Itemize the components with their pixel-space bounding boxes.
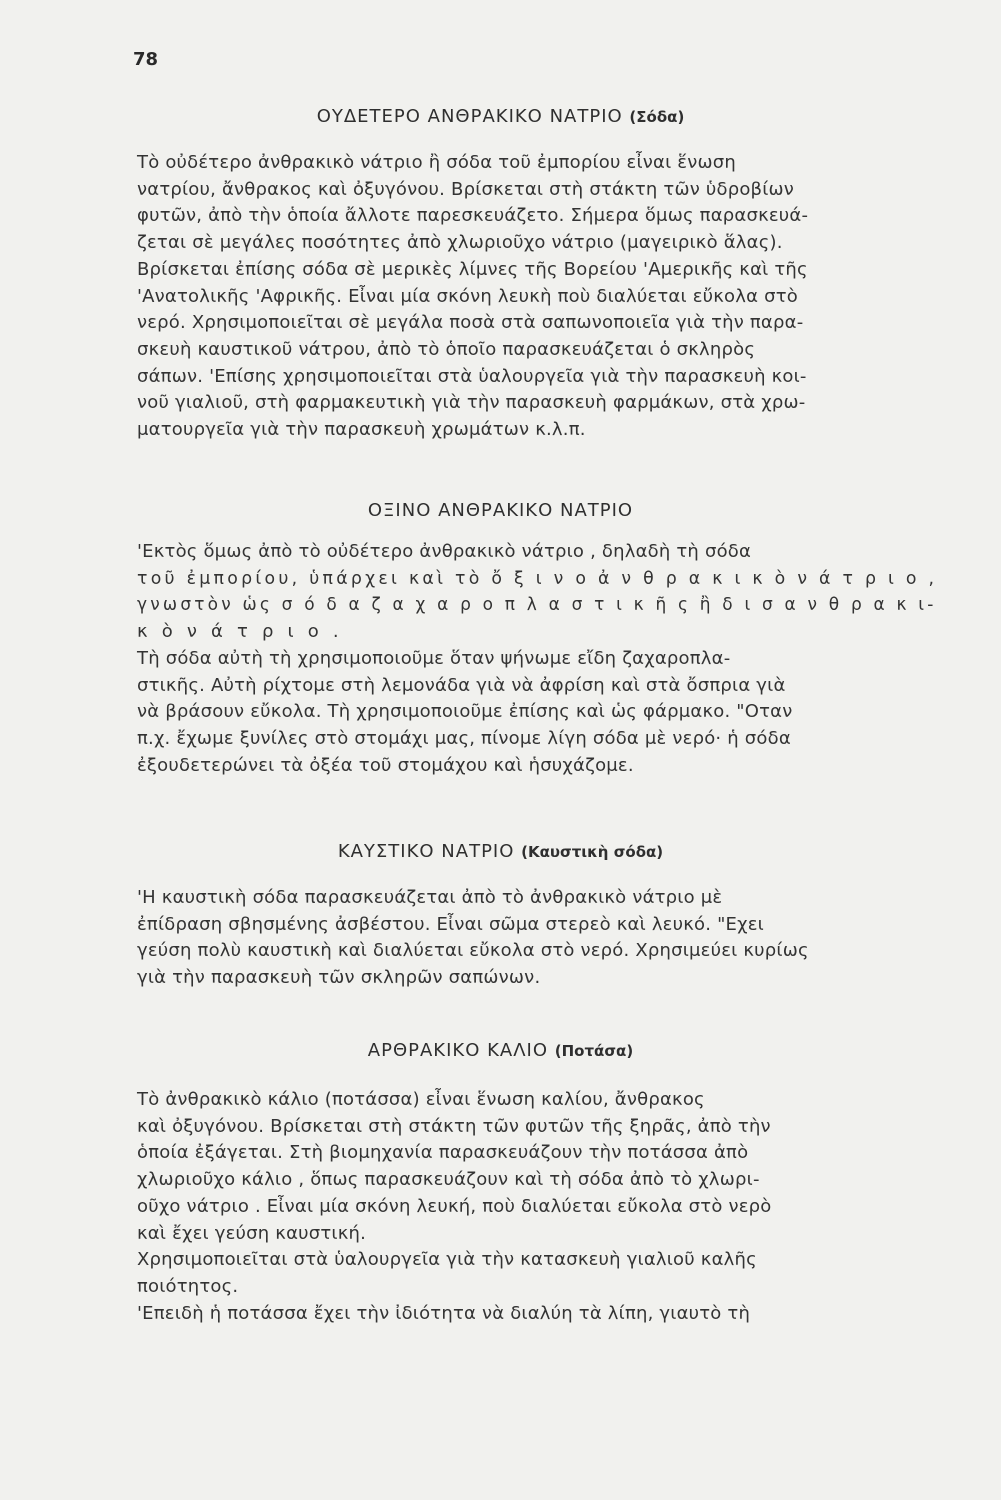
text-line: οῦχο νάτριο . Εἶναι μία σκόνη λευκή, ποὺ διαλύεται εὔκολα στὸ νερὸ <box>137 1195 772 1217</box>
text-line: ὁποία ἐξάγεται. Στὴ βιομηχανία παρασκευάζουν τὴν ποτάσσα ἀπὸ <box>137 1142 749 1164</box>
text-line: Τὸ ἀνθρακικὸ κάλιο (ποτάσσα) εἶναι ἕνωση καλίου, ἄνθρακος <box>137 1089 705 1110</box>
section-heading: ΟΞΙΝΟ ΑΝΘΡΑΚΙΚΟ ΝΑΤΡΙΟ <box>367 500 634 521</box>
text-line: Βρίσκεται ἐπίσης σόδα σὲ μερικὲς λίμνες τῆς Βορείου 'Αμερικῆς καὶ τῆς <box>137 258 808 280</box>
section-subtitle: (Ποτάσα) <box>554 1042 634 1060</box>
section-subtitle: (Καυστικὴ σόδα) <box>521 843 664 861</box>
text-line: 'Επειδὴ ἡ ποτάσσα ἔχει τὴν ἰδιότητα νὰ διαλύη τὰ λίπη, γιαυτὸ τὴ <box>137 1302 751 1324</box>
text-line: νατρίου, ἄνθρακος καὶ ὀξυγόνου. Βρίσκεται στὴ στάκτη τῶν ὑδροβίων <box>137 178 795 200</box>
section-body-sodium-carbonate <box>137 150 937 444</box>
text-line: νοῦ γιαλιοῦ, στὴ φαρμακευτικὴ γιὰ τὴν παρασκευὴ φαρμάκων, στὰ χρω- <box>137 392 806 414</box>
section-title-potassium-carbonate <box>0 1040 1001 1061</box>
text-line: ζεται σὲ μεγάλες ποσότητες ἀπὸ χλωριοῦχο νάτριο (μαγειρικὸ ἅλας). <box>137 232 783 254</box>
text-line: Χρησιμοποιεῖται στὰ ὑαλουργεῖα γιὰ τὴν κατασκευὴ γιαλιοῦ καλῆς <box>137 1249 757 1271</box>
text-line: ἐπίδραση σβησμένης ἀσβέστου. Εἶναι σῶμα στερεὸ καὶ λευκό. "Εχει <box>137 913 764 935</box>
text-line: Τὸ οὐδέτερο ἀνθρακικὸ νάτριο ἢ σόδα τοῦ ἐμπορίου εἶναι ἕνωση <box>137 152 736 173</box>
text-line: στικῆς. Αὐτὴ ρίχτομε στὴ λεμονάδα γιὰ νὰ ἀφρίση καὶ στὰ ὄσπρια γιὰ <box>137 674 786 696</box>
text-line: ματουργεῖα γιὰ τὴν παρασκευὴ χρωμάτων κ.λ.π. <box>137 419 586 441</box>
text-line: 'Η καυστικὴ σόδα παρασκευάζεται ἀπὸ τὸ ἀνθρακικὸ νάτριο μὲ <box>137 887 723 908</box>
text-line: καὶ ὀξυγόνου. Βρίσκεται στὴ στάκτη τῶν φυτῶν τῆς ξηρᾶς, ἀπὸ τὴν <box>137 1115 771 1137</box>
text-line: σάπων. 'Επίσης χρησιμοποιεῖται στὰ ὑαλουργεῖα γιὰ τὴν παρασκευὴ κοι- <box>137 365 807 387</box>
page-number: 78 <box>133 49 159 70</box>
section-heading: ΚΑΥΣΤΙΚΟ ΝΑΤΡΙΟ <box>337 841 515 862</box>
section-title-sodium-bicarbonate <box>0 500 1001 521</box>
text-line: καὶ ἔχει γεύση καυστική. <box>137 1222 367 1244</box>
text-line: νερό. Χρησιμοποιεῖται σὲ μεγάλα ποσὰ στὰ σαπωνοποιεῖα γιὰ τὴν παρα- <box>137 312 804 334</box>
text-line: φυτῶν, ἀπὸ τὴν ὁποία ἄλλοτε παρεσκευάζετο. Σήμερα ὅμως παρασκευά- <box>137 205 809 227</box>
text-line: γνωστὸν ὡς σ ό δ α ζ α χ α ρ ο π λ α σ τ ι κ ῆ ς ἢ δ ι σ α ν θ ρ α κ ι- <box>137 594 937 616</box>
text-line: γιὰ τὴν παρασκευὴ τῶν σκληρῶν σαπώνων. <box>137 967 541 989</box>
section-heading: ΟΥΔΕΤΕΡΟ ΑΝΘΡΑΚΙΚΟ ΝΑΤΡΙΟ <box>316 106 623 127</box>
text-line: τοῦ ἐμπορίου, ὑπάρχει καὶ τὸ ὄ ξ ι ν ο ἀ ν θ ρ α κ ι κ ὸ ν ά τ ρ ι ο , <box>137 567 938 589</box>
text-line: γεύση πολὺ καυστικὴ καὶ διαλύεται εὔκολα στὸ νερό. Χρησιμεύει κυρίως <box>137 940 809 962</box>
text-line: 'Ανατολικῆς 'Αφρικῆς. Εἶναι μία σκόνη λευκὴ ποὺ διαλύεται εὔκολα στὸ <box>137 285 798 307</box>
section-subtitle: (Σόδα) <box>629 108 685 126</box>
text-line: ποιότητος. <box>137 1275 239 1297</box>
section-body-caustic-soda <box>137 885 937 992</box>
text-line: 'Εκτὸς ὅμως ἀπὸ τὸ οὐδέτερο ἀνθρακικὸ νάτριο , δηλαδὴ τὴ σόδα <box>137 541 752 562</box>
section-title-sodium-carbonate <box>0 106 1001 127</box>
text-line: κ ὸ ν ά τ ρ ι ο . <box>137 621 343 643</box>
section-title-caustic-soda <box>0 841 1001 862</box>
section-body-sodium-bicarbonate <box>137 539 937 779</box>
text-line: σκευὴ καυστικοῦ νάτρου, ἀπὸ τὸ ὁποῖο παρασκευάζεται ὁ σκληρὸς <box>137 338 756 360</box>
text-line: νὰ βράσουν εὔκολα. Τὴ χρησιμοποιοῦμε ἐπίσης καὶ ὡς φάρμακο. "Οταν <box>137 701 793 723</box>
text-line: ἐξουδετερώνει τὰ ὀξέα τοῦ στομάχου καὶ ἡσυχάζομε. <box>137 754 634 776</box>
section-body-potassium-carbonate <box>137 1087 937 1327</box>
text-line: π.χ. ἔχωμε ξυνίλες στὸ στομάχι μας, πίνομε λίγη σόδα μὲ νερό· ἡ σόδα <box>137 727 791 749</box>
section-heading: ΑΡΘΡΑΚΙΚΟ ΚΑΛΙΟ <box>367 1040 549 1061</box>
text-line: χλωριοῦχο κάλιο , ὅπως παρασκευάζουν καὶ τὴ σόδα ἀπὸ τὸ χλωρι- <box>137 1169 760 1191</box>
text-line: Τὴ σόδα αὐτὴ τὴ χρησιμοποιοῦμε ὅταν ψήνωμε εἴδη ζαχαροπλα- <box>137 647 731 669</box>
